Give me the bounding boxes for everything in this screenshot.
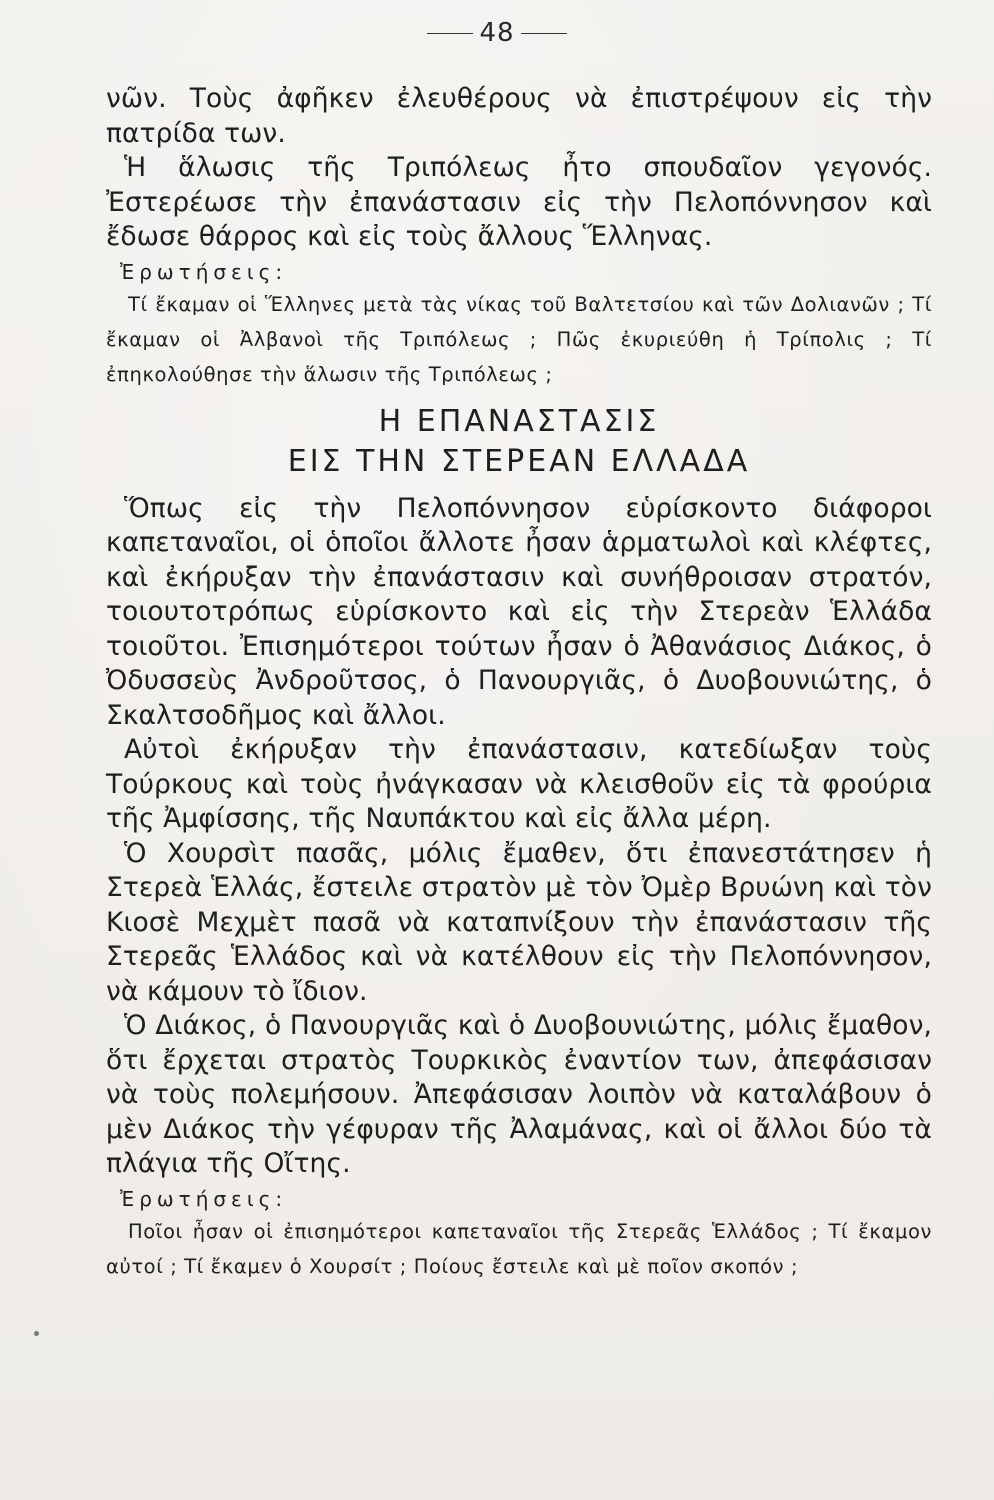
questions-label-2: Ἐρωτήσεις: [120, 1186, 288, 1211]
page-number-dash-left [427, 33, 473, 34]
intro-paragraph-1: νῶν. Τοὺς ἀφῆκεν ἐλευθέρους νὰ ἐπιστρέψουν εἰς τὴν πατρίδα των. [106, 83, 932, 149]
page-number-dash-right [521, 33, 567, 34]
page-number [0, 18, 994, 48]
paragraph-5: Ὁ Χουρσὶτ πασᾶς, μόλις ἔμαθεν, ὅτι ἐπανεστάτησεν ἡ Στερεὰ Ἑλλάς, ἔστειλε στρατὸν μὲ τὸν Ὀμὲρ Βρυώνη καὶ τὸν Κιοσὲ Μεχμὲτ πασᾶ νὰ καταπνίξουν τὴν ἐπανάστασιν τῆς Στερεᾶς Ἑλλάδος καὶ νὰ κατέλθουν εἰς τὴν Πελοπόννησον, νὰ κάμουν τὸ ἴδιον. [106, 837, 932, 1007]
page-content [106, 82, 932, 1284]
questions-block-1: Τί ἔκαμαν οἱ Ἕλληνες μετὰ τὰς νίκας τοῦ Βαλτετσίου καὶ τῶν Δολιανῶν ; Τί ἔκαμαν οἱ Ἀλβανοὶ τῆς Τριπόλεως ; Πῶς ἐκυριεύθη ἡ Τρίπολις ; Τί ἐπηκολούθησε τὴν ἅλωσιν τῆς Τριπόλεως ; [106, 292, 932, 386]
paragraph-4: Αὐτοὶ ἐκήρυξαν τὴν ἐπανάστασιν, κατεδίωξαν τοὺς Τούρκους καὶ τοὺς ἠνάγκασαν νὰ κλεισθοῦν εἰς τὰ φρούρια τῆς Ἀμφίσσης, τῆς Ναυπάκτου καὶ εἰς ἄλλα μέρη. [106, 734, 932, 834]
paragraph-3: Ὅπως εἰς τὴν Πελοπόννησον εὑρίσκοντο διάφοροι καπεταναῖοι, οἱ ὁποῖοι ἄλλοτε ἦσαν ἁρματωλοὶ καὶ κλέφτες, καὶ ἐκήρυξαν τὴν ἐπανάστασιν καὶ συνήθροισαν στρατόν, τοιουτοτρόπως εὑρίσκοντο καὶ εἰς τὴν Στερεὰν Ἑλλάδα τοιοῦτοι. Ἐπισημότεροι τούτων ἦσαν ὁ Ἀθανάσιος Διάκος, ὁ Ὀδυσσεὺς Ἀνδροῦτσος, ὁ Πανουργιᾶς, ὁ Δυοβουνιώτης, ὁ Σκαλτσοδῆμος καὶ ἄλλοι. [106, 492, 932, 731]
section-heading-line-1: Η ΕΠΑΝΑΣΤΑΣΙΣ [378, 403, 660, 439]
intro-paragraph-2: Ἡ ἅλωσις τῆς Τριπόλεως ἦτο σπουδαῖον γεγονός. Ἐστερέωσε τὴν ἐπανάστασιν εἰς τὴν Πελοπόννησον καὶ ἔδωσε θάρρος καὶ εἰς τοὺς ἄλλους Ἕλληνας. [106, 152, 932, 252]
section-heading-line-2: ΕΙΣ ΤΗΝ ΣΤΕΡΕΑΝ ΕΛΛΑΔΑ [287, 443, 751, 479]
paragraph-6: Ὁ Διάκος, ὁ Πανουργιᾶς καὶ ὁ Δυοβουνιώτης, μόλις ἔμαθον, ὅτι ἔρχεται στρατὸς Τουρκικὸς ἐναντίον των, ἀπεφάσισαν νὰ τοὺς πολεμήσουν. Ἀπεφάσισαν λοιπὸν νὰ καταλάβουν ὁ μὲν Διάκος τὴν γέφυραν τῆς Ἀλαμάνας, καὶ οἱ ἄλλοι δύο τὰ πλάγια τῆς Οἴτης. [106, 1010, 932, 1179]
page-number-text: 48 [479, 18, 515, 48]
questions-label-1: Ἐρωτήσεις: [120, 259, 288, 284]
questions-block-2: Ποῖοι ἦσαν οἱ ἐπισημότεροι καπεταναῖοι τῆς Στερεᾶς Ἑλλάδος ; Τί ἔκαμον αὐτοί ; Τί ἔκαμεν ὁ Χουρσίτ ; Ποίους ἔστειλε καὶ μὲ ποῖον σκοπόν ; [106, 1219, 932, 1278]
paper-speck [34, 1331, 39, 1336]
